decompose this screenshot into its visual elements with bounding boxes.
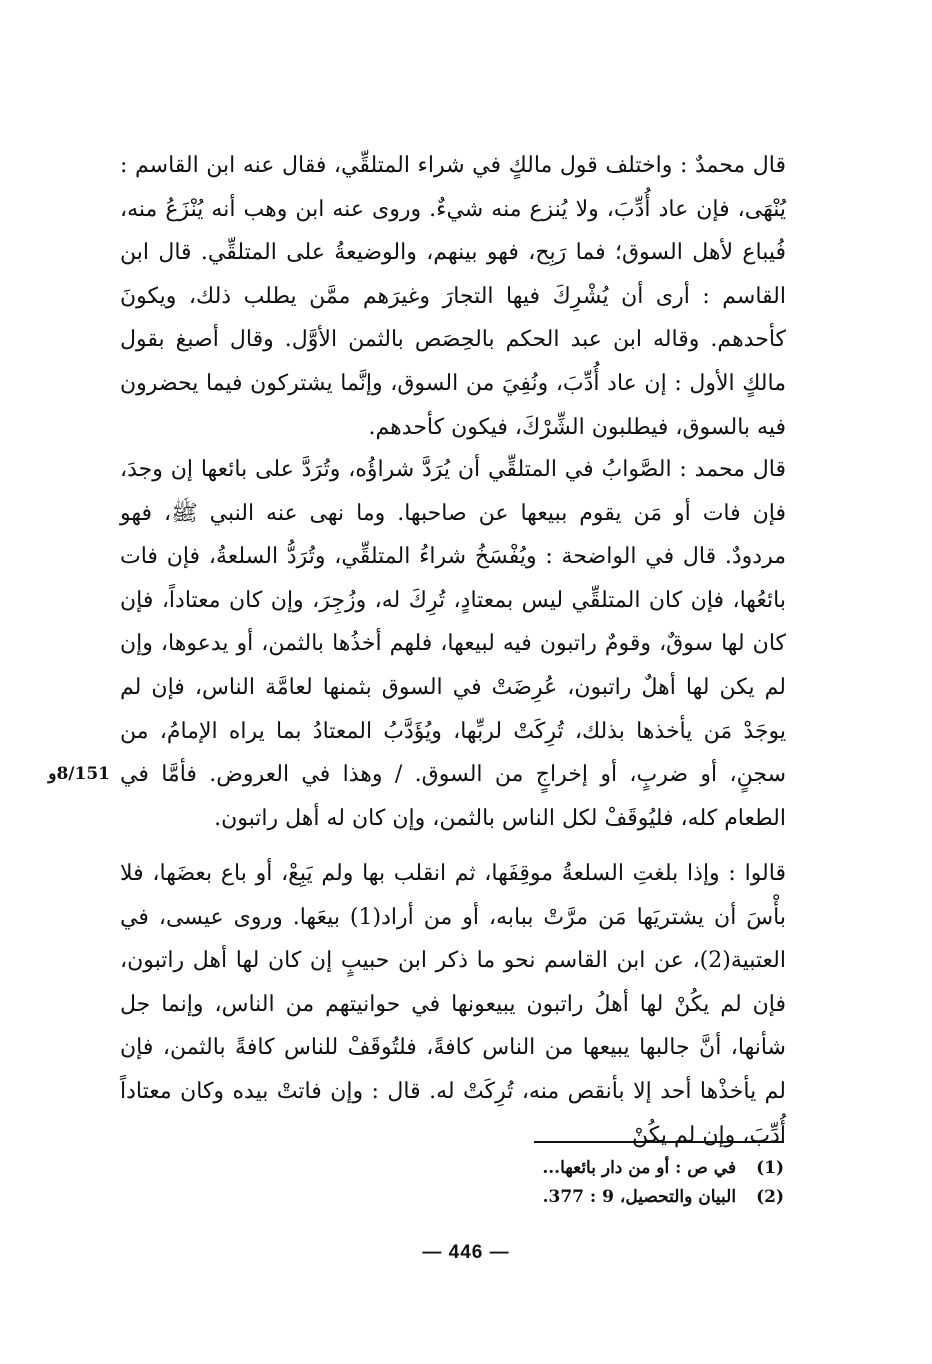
paragraph-3 (120, 852, 786, 1157)
folio-margin-note: 8/151و (48, 764, 110, 784)
footnote-text: في ص : أو من دار بائعها... (542, 1158, 737, 1178)
page-number: — 446 — (422, 1242, 510, 1263)
footnotes (420, 1154, 784, 1212)
paragraph-1 (120, 144, 786, 449)
footnote-number: (2) (756, 1187, 784, 1207)
footnote-text: البيان والتحصيل، 9 : 377. (542, 1187, 737, 1207)
paragraph-text: قال محمدٌ : واختلف قول مالكٍ في شراء المتلقِّي، فقال عنه ابن القاسم : يُنْهَى، فإن عاد أُدِّبَ، ولا يُنزع منه شيءٌ. وروى عنه ابن وهب أنه يُنْزَعُ منه، فُيباع لأهل السوق؛ فما رَبِح، فهو بينهم، والوضيعةُ على المتلقِّي. قال ابن القاسم : أرى أن يُشْرِكَ فيها التجارَ وغيرَهم ممَّن يطلب ذلك، ويكونَ كأحدهم. وقاله ابن عبد الحكم بالحِصَص بالثمن الأوَّل. وقال أصبغ بقول مالكٍ الأول : إن عاد أُدِّبَ، ونُفِيَ من السوق، وإنَّما يشتركون فيما يحضرون فيه بالسوق، فيطلبون الشِّرْكَ، فيكون كأحدهم. (120, 153, 786, 440)
paragraph-2 (120, 448, 786, 840)
paragraph-text: قالوا : وإذا بلغتِ السلعةُ موقِفَها، ثم انقلب بها ولم يَبِعْ، أو باع بعضَها، فلا بأْسَ أن يشتريَها مَن مرَّتْ ببابه، أو من أراد(1) بيعَها. وروى عيسى، في العتبية(2)، عن ابن القاسم نحو ما ذكر ابن حبيبٍ إن كان لها أهل راتبون، فإن لم يكُنْ لها أهلُ راتبون يبيعونها في حوانيتهم من الناس، وإنما جل شأنها، أنَّ جالبها يبيعها من الناس كافةً، فلتُوقَفْ للناس كافةً بالثمن، فإن لم يأخذْها أحد إلا بأنقص منه، تُرِكَتْ له. قال : وإن فاتتْ بيده وكان معتاداً أُدِّبَ، وإن لم يكُنْ (120, 861, 786, 1148)
paragraph-text: قال محمد : الصَّوابُ في المتلقِّي أن يُرَدَّ شراؤُه، وتُرَدَّ على بائعها إن وجدَ، فإن فات أو مَن يقوم ببيعها عن صاحبها. وما نهى عنه النبي ﷺ، فهو مردودٌ. قال في الواضحة : ويُفْسَخُ شراءُ المتلقِّي، وتُرَدُّ السلعةُ، فإن فات بائعُها، فإن كان المتلقِّي ليس بمعتادٍ، تُرِكَ له، وزُجِرَ، وإن كان معتاداً، فإن كان لها سوقٌ، وقومٌ راتبون فيه لبيعها، فلهم أخذُها بالثمن، أو يدعوها، وإن لم يكن لها أهلٌ راتبون، عُرِضَتْ في السوق بثمنها لعامَّة الناس، فإن لم يوجَدْ مَن يأخذها بذلك، تُرِكَتْ لربِّها، ويُؤَدَّبُ المعتادُ بما يراه الإمامُ، من سجنٍ، أو ضربٍ، أو إخراجٍ من السوق. / وهذا في العروض. فأمَّا في الطعام كله، فليُوقَفْ لكل الناس بالثمن، وإن كان له أهل راتبون. (120, 457, 786, 831)
footnote-2 (420, 1183, 784, 1212)
footnote-number: (1) (756, 1158, 784, 1178)
footnote-1 (420, 1154, 784, 1183)
footnote-divider (534, 1141, 784, 1143)
